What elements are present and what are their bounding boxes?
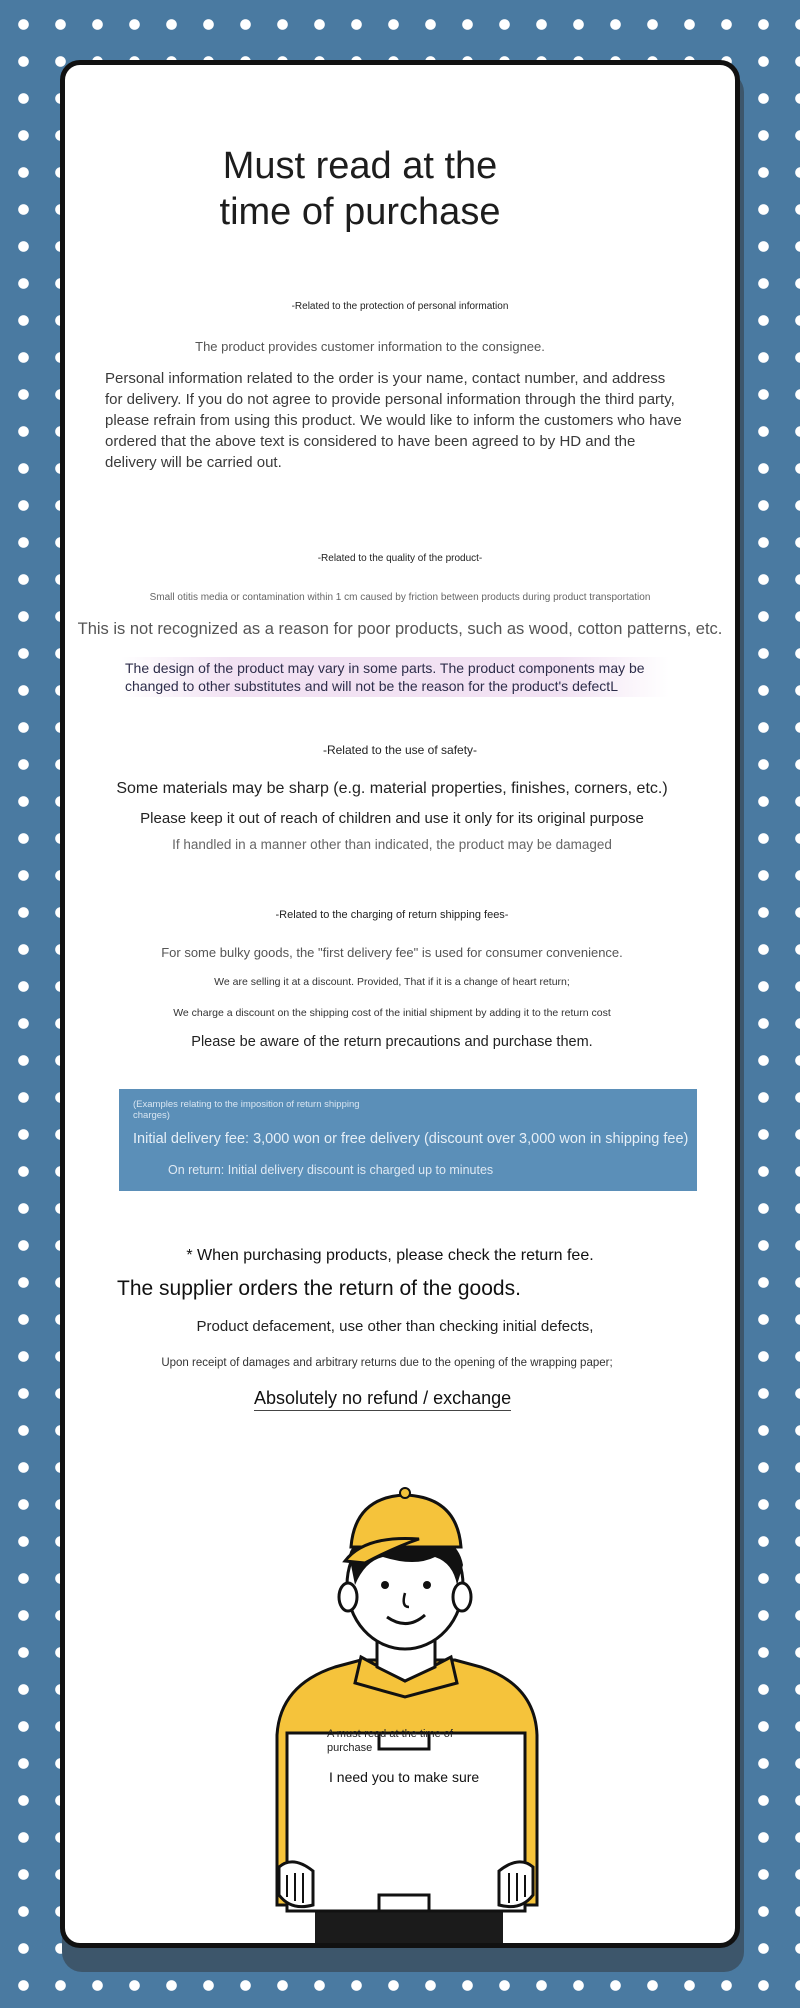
shipping-line-2: We are selling it at a discount. Provided, That if it is a change of heart return; <box>214 976 570 988</box>
box-label: A must-read at the time of purchase <box>327 1728 453 1754</box>
privacy-body: Personal information related to the order is your name, contact number, and address for delivery. If you do not agree to provide personal information through the third party, please refrain from using this product. We would like to inform the customers who have ordered that the above text is considered to have been agreed to by HD and the delivery will be carried out. <box>105 370 682 471</box>
box-text: I need you to make sure <box>329 1769 480 1785</box>
shipping-header: -Related to the charging of return shipping fees- <box>275 909 509 921</box>
example-caption: (Examples relating to the imposition of return shipping charges) <box>133 1099 360 1121</box>
shipping-line-1: For some bulky goods, the "first delivery fee" is used for consumer convenience. <box>161 945 623 960</box>
safety-header: -Related to the use of safety- <box>322 743 478 757</box>
quality-line-3: The design of the product may vary in some parts. The product components may be changed to other substitutes and will not be the reason for the product's defectL <box>121 657 669 697</box>
delivery-person-illustration <box>65 1435 740 1948</box>
privacy-subtitle: The product provides customer information to the consignee. <box>195 339 545 354</box>
cap-button <box>400 1488 410 1498</box>
example-box <box>119 1089 697 1191</box>
shipping-line-4: Please be aware of the return precautions and purchase them. <box>191 1034 593 1050</box>
quality-line-2: This is not recognized as a reason for poor products, such as wood, cotton patterns, etc. <box>77 620 723 638</box>
title-line-1: Must read at the <box>222 145 498 187</box>
left-ear <box>339 1583 357 1611</box>
box-tape-bottom <box>379 1895 429 1911</box>
shipping-line-3: We charge a discount on the shipping cost of the initial shipment by adding it to the return cost <box>173 1007 611 1019</box>
returns-line-1: * When purchasing products, please check the return fee. <box>186 1247 594 1264</box>
returns-line-2: The supplier orders the return of the goods. <box>117 1277 521 1300</box>
page-title <box>65 143 740 235</box>
right-ear <box>453 1583 471 1611</box>
returns-line-4: Upon receipt of damages and arbitrary returns due to the opening of the wrapping paper; <box>161 1357 613 1369</box>
parcel-box <box>287 1733 525 1911</box>
right-eye <box>423 1581 431 1589</box>
returns-line-5: Absolutely no refund / exchange <box>254 1388 511 1411</box>
safety-line-1: Some materials may be sharp (e.g. material properties, finishes, corners, etc.) <box>116 780 668 797</box>
example-line-1: Initial delivery fee: 3,000 won or free delivery (discount over 3,000 won in shipping fee) <box>133 1131 689 1147</box>
title-line-2: time of purchase <box>219 191 501 233</box>
safety-line-2: Please keep it out of reach of children and use it only for its original purpose <box>140 810 644 827</box>
example-line-2: On return: Initial delivery discount is charged up to minutes <box>168 1163 494 1177</box>
privacy-header: -Related to the protection of personal information <box>291 301 509 312</box>
left-eye <box>381 1581 389 1589</box>
safety-line-3: If handled in a manner other than indicated, the product may be damaged <box>172 837 612 852</box>
quality-line-1: Small otitis media or contamination within 1 cm caused by friction between products during product transportation <box>149 592 651 603</box>
notice-card <box>60 60 740 1948</box>
returns-line-3: Product defacement, use other than checking initial defects, <box>196 1318 594 1335</box>
quality-header: -Related to the quality of the product- <box>317 553 483 564</box>
